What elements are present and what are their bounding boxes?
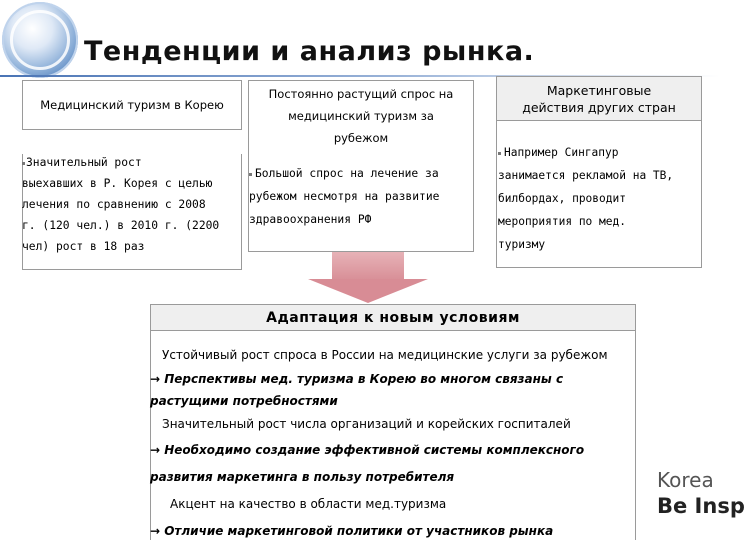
bullet-icon	[22, 162, 25, 165]
right-box-line: туризму	[498, 238, 546, 251]
left-box-line: г. (120 чел.) в 2010 г. (2200	[22, 219, 220, 232]
right-box-header	[497, 77, 701, 121]
bottom-line-3: растущими потребностями	[150, 394, 338, 408]
left-box-header-text: Медицинский туризм в Корею	[40, 98, 224, 112]
down-arrow-shaft	[332, 252, 404, 280]
bottom-line-8: → Отличие маркетинговой политики от участников рынка	[150, 524, 554, 538]
bullet-icon	[498, 152, 501, 155]
korea-logo-line1: Korea	[657, 468, 714, 492]
right-header-line: действия других стран	[522, 99, 676, 115]
right-box-content	[498, 141, 702, 256]
middle-box-line: Большой спрос на лечение за	[249, 162, 473, 185]
bottom-line-2: → Перспективы мед. туризма в Корею во многом связаны с	[150, 372, 564, 386]
middle-box-header	[249, 81, 473, 151]
down-arrow-icon	[308, 279, 428, 303]
bottom-line-7: Акцент на качество в области мед.туризма	[170, 497, 447, 511]
right-box-line: мероприятия по мед.	[498, 215, 626, 228]
right-box-line: билбордах, проводит	[498, 192, 626, 205]
middle-box-content	[249, 162, 473, 231]
korea-logo	[650, 460, 745, 530]
left-box-line: Значительный рост	[22, 152, 242, 173]
page-title: Тенденции и анализ рынка.	[84, 36, 535, 67]
bottom-line-1: Устойчивый рост спроса в России на медицинские услуги за рубежом	[162, 348, 608, 362]
bottom-line-5: → Необходимо создание эффективной системы комплексного	[150, 443, 585, 457]
bottom-line-6: развития маркетинга в пользу потребителя	[150, 470, 455, 484]
left-box-line: выехавших в Р. Корея с целью	[22, 177, 213, 190]
bullet-icon	[249, 173, 252, 176]
right-box-line: Например Сингапур	[498, 141, 702, 164]
bottom-box-header-text: Адаптация к новым условиям	[266, 309, 520, 326]
korea-logo-line2: Be Insp	[657, 494, 745, 518]
right-header-line: Маркетинговые	[546, 82, 652, 98]
bottom-line-4: Значительный рост числа организаций и корейских госпиталей	[162, 417, 571, 431]
left-box-header	[23, 81, 241, 129]
middle-box-line: рубежом несмотря на развитие	[249, 190, 440, 203]
middle-header-line: рубежом	[333, 131, 389, 145]
middle-box-line: здравоохранения РФ	[249, 213, 372, 226]
right-box-line: занимается рекламой на ТВ,	[498, 169, 674, 182]
left-box-content	[22, 152, 242, 257]
middle-header-line: медицинский туризм за	[288, 109, 434, 123]
middle-header-line: Постоянно растущий спрос на	[268, 87, 454, 101]
bottom-box-header	[151, 305, 635, 331]
left-box-line: лечения по сравнению с 2008	[22, 198, 206, 211]
left-box-header-frame	[22, 80, 242, 130]
globe-ring-icon	[10, 10, 70, 70]
left-box-line: чел) рост в 18 раз	[22, 240, 145, 253]
